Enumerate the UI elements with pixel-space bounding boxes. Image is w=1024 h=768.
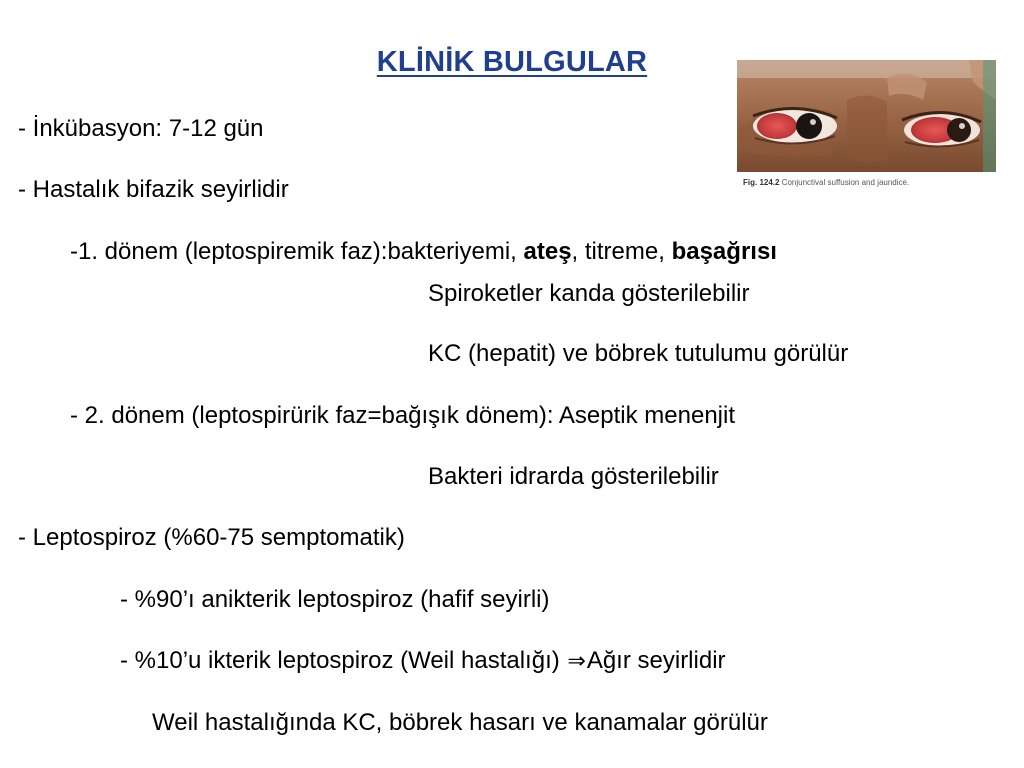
implies-arrow-icon: ⇒	[567, 648, 586, 673]
phase-1-text-a: -1. dönem (leptospiremik faz):bakteriyemi,	[70, 238, 524, 265]
bullet-phase-1	[70, 237, 777, 267]
phase-1-headache: başağrısı	[671, 238, 777, 265]
phase-2-note-urine: Bakteri idrarda gösterilebilir	[428, 463, 719, 490]
slide-title: KLİNİK BULGULAR	[376, 46, 648, 78]
icteric-severity: Ağır seyirlidir	[586, 647, 726, 674]
eyes-photo	[737, 60, 996, 172]
bullet-icteric	[120, 646, 726, 676]
figure-caption	[737, 172, 996, 194]
bullet-phase-2: - 2. dönem (leptospirürik faz=bağışık dönem): Aseptik menenjit	[70, 402, 735, 429]
figure-label: Fig. 124.2	[743, 178, 780, 187]
phase-1-text-b: , titreme,	[571, 238, 672, 265]
bullet-leptospirosis: - Leptospiroz (%60-75 semptomatik)	[18, 524, 405, 551]
bullet-incubation: - İnkübasyon: 7-12 gün	[18, 115, 264, 142]
icteric-text: - %10’u ikterik leptospiroz (Weil hastalığı)	[120, 647, 567, 674]
bullet-anicteric: - %90’ı anikterik leptospiroz (hafif seyirli)	[120, 586, 550, 613]
weil-summary: Weil hastalığında KC, böbrek hasarı ve kanamalar görülür	[152, 709, 768, 736]
bullet-biphasic: - Hastalık bifazik seyirlidir	[18, 176, 289, 203]
phase-1-note-blood: Spiroketler kanda gösterilebilir	[428, 280, 750, 307]
phase-1-note-liver-kidney: KC (hepatit) ve böbrek tutulumu görülür	[428, 340, 849, 367]
eyes-photo-image	[737, 60, 996, 172]
figure-caption-text: Conjunctival suffusion and jaundice.	[781, 178, 910, 187]
phase-1-fever: ateş	[523, 238, 572, 265]
